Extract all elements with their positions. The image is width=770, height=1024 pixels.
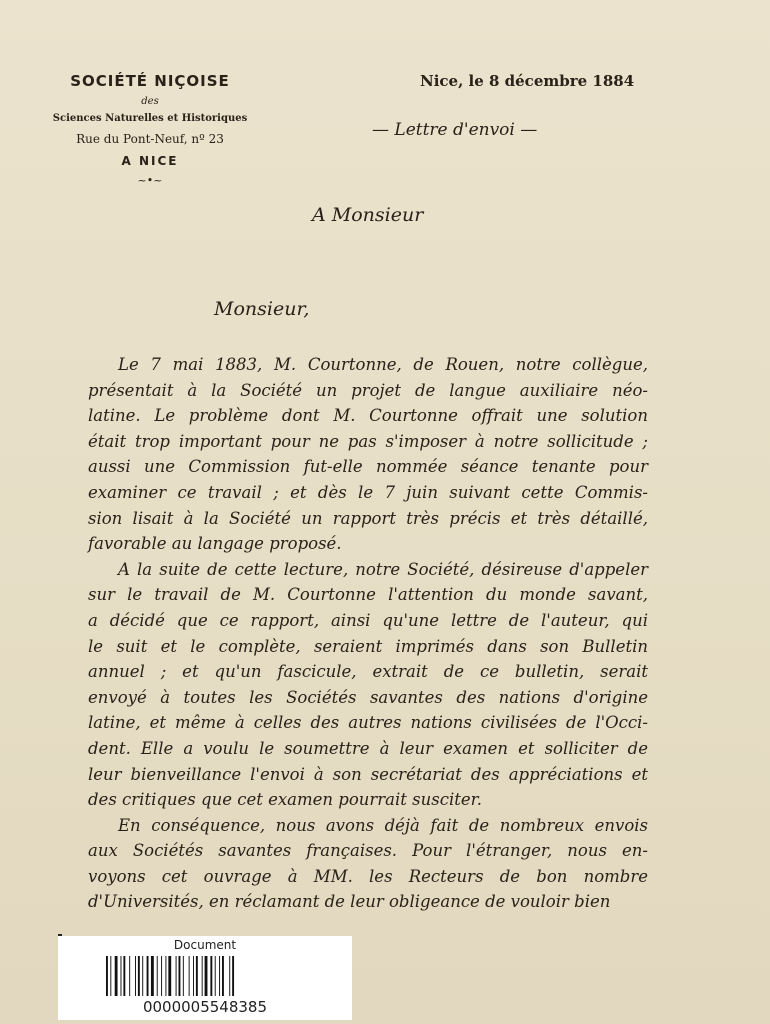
body-line: d'Universités, en réclamant de leur obligeance de vouloir bien [88,892,611,912]
body-line: En conséquence, nous avons déjà fait de nombreux envois [118,815,648,835]
society-sciences: Sciences Naturelles et Historiques [52,113,248,124]
body-line: sion lisait à la Société un rapport très précis et très détaillé, [88,508,648,528]
body-line: envoyé à toutes les Sociétés savantes des nations d'origine [88,687,648,707]
body-line: latine. Le problème dont M. Courtonne offrait une solution [88,406,648,426]
body-line: examiner ce travail ; et dès le 7 juin suivant cette Commis- [88,482,648,502]
body-line: A la suite de cette lecture, notre Société, désireuse d'appeler [118,559,648,579]
body-line: latine, et même à celles des autres nations civilisées de l'Occi- [88,713,648,733]
body-line: a décidé que ce rapport, ainsi qu'une lettre de l'auteur, qui [88,610,648,630]
body-line: le suit et le complète, seraient imprimés dans son Bulletin [88,636,648,656]
barcode-label [58,936,352,1020]
letter-date: Nice, le 8 décembre 1884 [420,72,635,90]
letter-subject: — Lettre d'envoi — [372,120,538,140]
body-line: aux Sociétés savantes françaises. Pour l'étranger, nous en- [88,841,648,861]
body-line: était trop important pour ne pas s'imposer à notre sollicitude ; [88,431,648,451]
body-line: sur le travail de M. Courtonne l'attention du monde savant, [88,585,648,605]
addressee: A Monsieur [312,204,424,226]
barcode-icon [106,956,306,996]
barcode-number: 0000005548385 [142,998,268,1016]
body-line: leur bienveillance l'envoi à son secrétariat des appréciations et [88,764,648,784]
society-address: Rue du Pont-Neuf, nº 23 [76,132,224,146]
body-line: annuel ; et qu'un fascicule, extrait de ce bulletin, serait [88,662,648,682]
body-line: favorable au langage proposé. [88,534,342,554]
ornament-icon: ~•~ [137,174,163,187]
body-line: voyons cet ouvrage à MM. les Recteurs de bon nombre [88,866,648,886]
body-line: dent. Elle a voulu le soumettre à leur examen et solliciter de [88,738,648,758]
society-name: SOCIÉTÉ NIÇOISE [70,72,230,90]
sender-block [40,72,260,187]
body-line: présentait à la Société un projet de langue auxiliaire néo- [88,380,648,400]
society-city: A NICE [121,154,179,168]
salutation: Monsieur, [214,298,310,320]
body-line: des critiques que cet examen pourrait susciter. [88,790,482,810]
body-line: aussi une Commission fut-elle nommée séance tenante pour [88,457,648,477]
body-line: Le 7 mai 1883, M. Courtonne, de Rouen, notre collègue, [118,355,648,374]
letter-body [88,352,648,915]
society-des: des [141,96,159,107]
barcode-title: Document [173,938,237,952]
